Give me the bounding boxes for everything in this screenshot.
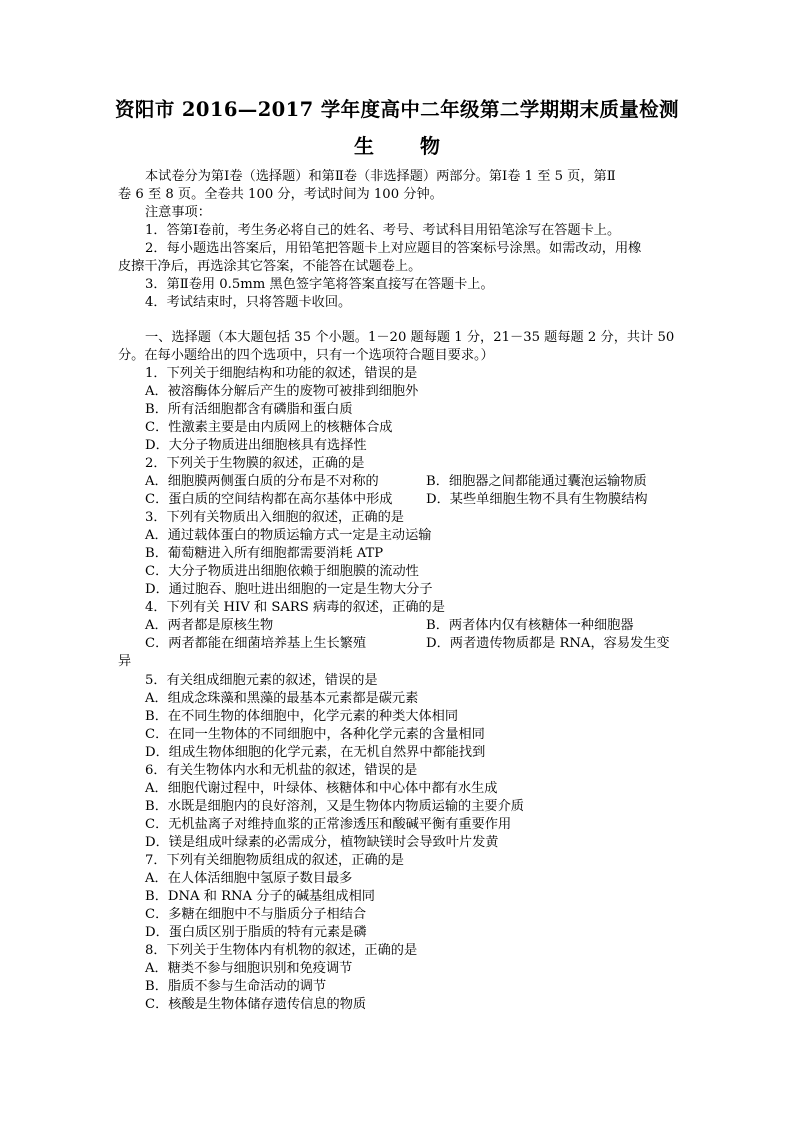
section-1-line-2: 分。在每小题给出的四个选项中，只有一个选项符合题目要求。）: [118, 348, 494, 363]
q7-option-a: A．在人体活细胞中氢原子数目最多: [145, 871, 353, 886]
q8-option-a: A．糖类不参与细胞识别和免疫调节: [145, 961, 353, 976]
q4-option-c: C．两者都能在细菌培养基上生长繁殖: [145, 636, 367, 651]
q5-option-b: B．在不同生物的体细胞中，化学元素的种类大体相同: [145, 709, 459, 724]
q5-stem: 5．有关组成细胞元素的叙述，错误的是: [145, 673, 378, 688]
q4-option-d: D．两者遗传物质都是 RNA，容易发生变: [426, 636, 670, 651]
q6-option-b: B．水既是细胞内的良好溶剂，又是生物体内物质运输的主要介质: [145, 799, 524, 814]
notice-title: 注意事项：: [145, 205, 211, 220]
q3-option-a: A．通过载体蛋白的物质运输方式一定是主动运输: [145, 528, 432, 543]
section-1-line-1: 一、选择题（本大题包括 35 个小题。1－20 题每题 1 分，21－35 题每题 2 分，共计 50: [145, 330, 675, 345]
intro-line-2: 卷 6 至 8 页。全卷共 100 分，考试时间为 100 分钟。: [118, 187, 443, 202]
q1-option-b: B．所有活细胞都含有磷脂和蛋白质: [145, 402, 353, 417]
notice-1: 1．答第Ⅰ卷前，考生务必将自己的姓名、考号、考试科目用铅笔涂写在答题卡上。: [145, 223, 621, 238]
subject-char-2: 物: [420, 134, 440, 158]
subject-char-1: 生: [354, 134, 374, 158]
q5-option-a: A．组成念珠藻和黑藻的最基本元素都是碳元素: [145, 691, 419, 706]
q3-option-c: C．大分子物质进出细胞依赖于细胞膜的流动性: [145, 564, 419, 579]
notice-2b: 皮擦干净后，再选涂其它答案，不能答在试题卷上。: [118, 259, 422, 274]
q5-option-d: D．组成生物体细胞的化学元素，在无机自然界中都能找到: [145, 745, 486, 760]
q7-option-c: C．多糖在细胞中不与脂质分子相结合: [145, 907, 367, 922]
q6-option-a: A．细胞代谢过程中，叶绿体、核糖体和中心体中都有水生成: [145, 781, 498, 796]
q6-stem: 6．有关生物体内水和无机盐的叙述，错误的是: [145, 763, 418, 778]
q4-stem: 4．下列有关 HIV 和 SARS 病毒的叙述，正确的是: [145, 600, 445, 615]
q3-option-b: B．葡萄糖进入所有细胞都需要消耗 ATP: [145, 546, 384, 561]
q4-option-a: A．两者都是原核生物: [145, 618, 274, 633]
q6-option-c: C．无机盐离子对维持血浆的正常渗透压和酸碱平衡有重要作用: [145, 817, 512, 832]
q3-option-d: D．通过胞吞、胞吐进出细胞的一定是生物大分子: [145, 582, 433, 597]
q7-stem: 7．下列有关细胞物质组成的叙述，正确的是: [145, 853, 404, 868]
q1-option-a: A．被溶酶体分解后产生的废物可被排到细胞外: [145, 384, 419, 399]
q5-option-c: C．在同一生物体的不同细胞中，各种化学元素的含量相同: [145, 727, 485, 742]
q4-option-b: B．两者体内仅有核糖体一种细胞器: [426, 618, 634, 633]
q8-option-b: B．脂质不参与生命活动的调节: [145, 979, 327, 994]
exam-title: 资阳市 2016—2017 学年度高中二年级第二学期期末质量检测: [115, 98, 679, 121]
notice-3: 3．第Ⅱ卷用 0.5mm 黑色签字笔将答案直接写在答题卡上。: [145, 277, 494, 292]
q8-option-c: C．核酸是生物体储存遗传信息的物质: [145, 997, 367, 1012]
notice-4: 4．考试结束时，只将答题卡收回。: [145, 295, 352, 310]
q1-stem: 1．下列关于细胞结构和功能的叙述，错误的是: [145, 366, 418, 381]
q3-stem: 3．下列有关物质出入细胞的叙述，正确的是: [145, 510, 404, 525]
q1-option-d: D．大分子物质进出细胞核具有选择性: [145, 438, 367, 453]
q2-option-c: C．蛋白质的空间结构都在高尔基体中形成: [145, 492, 393, 507]
subject-heading: [0, 132, 794, 160]
q7-option-b: B．DNA 和 RNA 分子的碱基组成相同: [145, 889, 375, 904]
q2-option-a: A．细胞膜两侧蛋白质的分布是不对称的: [145, 474, 379, 489]
q2-stem: 2．下列关于生物膜的叙述，正确的是: [145, 456, 365, 471]
q6-option-d: D．镁是组成叶绿素的必需成分，植物缺镁时会导致叶片发黄: [145, 835, 499, 850]
q2-option-b: B．细胞器之间都能通过囊泡运输物质: [426, 474, 647, 489]
q2-option-d: D．某些单细胞生物不具有生物膜结构: [426, 492, 648, 507]
notice-2a: 2．每小题选出答案后，用铅笔把答题卡上对应题目的答案标号涂黑。如需改动，用橡: [145, 241, 642, 256]
q8-stem: 8．下列关于生物体内有机物的叙述，正确的是: [145, 943, 418, 958]
intro-line-1: 本试卷分为第Ⅰ卷（选择题）和第Ⅱ卷（非选择题）两部分。第Ⅰ卷 1 至 5 页，第Ⅱ: [145, 169, 616, 184]
q1-option-c: C．性激素主要是由内质网上的核糖体合成: [145, 420, 393, 435]
q7-option-d: D．蛋白质区别于脂质的特有元素是磷: [145, 925, 367, 940]
q4-option-d-continued: 异: [118, 654, 132, 669]
